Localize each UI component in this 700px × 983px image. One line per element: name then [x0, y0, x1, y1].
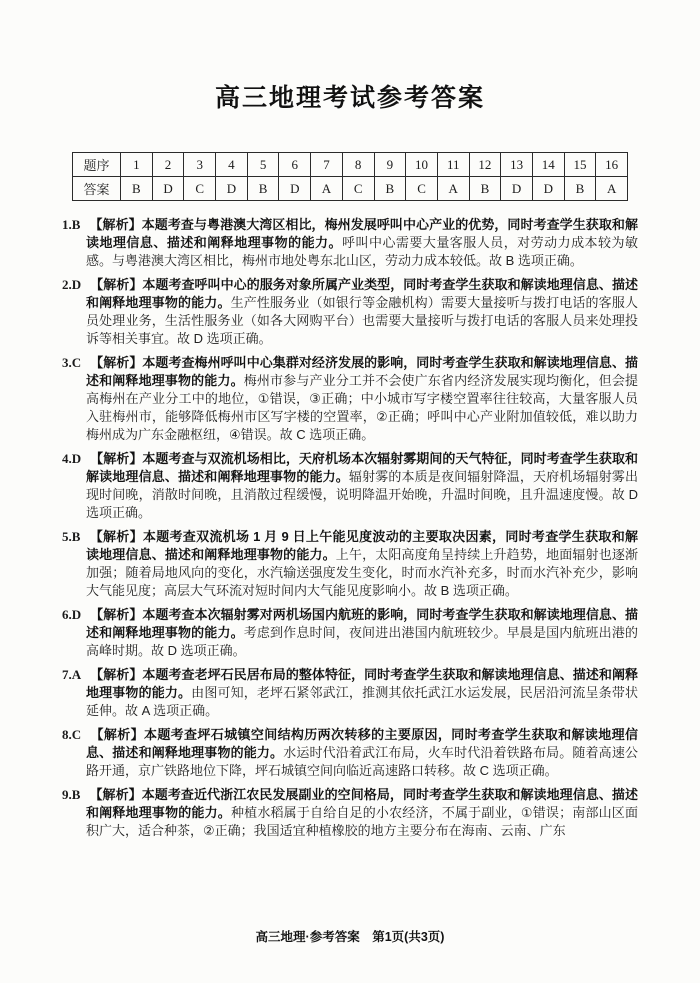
answer-letter-row [73, 177, 628, 201]
explanation-detail: 上午，太阳高度角呈持续上升趋势，地面辐射也逐渐加强；随着局地风向的变化，水汽输送强度发生变化，时而水汽补充多，时而水汽补充少，影响大气能见度；高层大气环流对短时间内大气能见度影响小。故 B 选项正确。 [86, 547, 638, 598]
question-number-cell: 3 [184, 153, 216, 177]
explanation-item [62, 606, 638, 660]
explanation-item [62, 216, 638, 270]
explanation-item [62, 450, 638, 522]
question-number-cell: 5 [247, 153, 279, 177]
explanation-number: 3.C [62, 355, 82, 370]
question-number-cell: 13 [501, 153, 533, 177]
explanation-list [62, 216, 638, 840]
explanation-item [62, 276, 638, 348]
answer-letter-cell: B [121, 177, 153, 201]
answer-letter-cell: D [501, 177, 533, 201]
question-number-cell: 6 [279, 153, 311, 177]
question-number-cell: 7 [311, 153, 343, 177]
explanation-number: 1.B [62, 217, 81, 232]
explanation-item [62, 528, 638, 600]
explanation-detail: 由图可知，老坪石紧邻武江，推测其依托武江水运发展，民居沿河流呈条带状延伸。故 A 选项正确。 [86, 685, 638, 718]
explanation-topic: 【解析】本题考查近代浙江农民发展副业的空间格局，同时考查学生获取和解读地理信息、描述和阐释地理事物的能力。 [86, 787, 638, 820]
answer-letter-cell: A [437, 177, 469, 201]
question-number-label: 题序 [73, 153, 121, 177]
answer-letter-cell: B [564, 177, 596, 201]
question-number-cell: 12 [469, 153, 501, 177]
answer-letter-cell: C [342, 177, 374, 201]
question-number-cell: 4 [216, 153, 248, 177]
answer-letter-cell: C [406, 177, 438, 201]
explanation-item [62, 666, 638, 720]
answer-letter-cell: D [532, 177, 564, 201]
answer-letter-cell: D [216, 177, 248, 201]
question-number-cell: 16 [596, 153, 628, 177]
page-title: 高三地理考试参考答案 [214, 84, 485, 112]
question-number-cell: 1 [121, 153, 153, 177]
explanation-topic: 【解析】本题考查双流机场 1 月 9 日上午能见度波动的主要取决因素，同时考查学生获取和解读地理信息、描述和阐释地理事物的能力。 [86, 529, 638, 562]
explanation-topic: 【解析】本题考查坪石城镇空间结构历两次转移的主要原因，同时考查学生获取和解读地理信息、描述和阐释地理事物的能力。 [86, 727, 638, 760]
question-number-cell: 15 [564, 153, 596, 177]
answer-table [72, 152, 628, 201]
explanation-number: 6.D [62, 607, 82, 622]
explanation-detail: 考虑到作息时间，夜间进出港国内航班较少。早晨是国内航班出港的高峰时期。故 D 选项正确。 [86, 625, 638, 658]
explanation-topic: 【解析】本题考查本次辐射雾对两机场国内航班的影响，同时考查学生获取和解读地理信息、描述和阐释地理事物的能力。 [86, 607, 638, 640]
question-number-row [73, 153, 628, 177]
explanation-number: 7.A [62, 667, 82, 682]
answer-letter-cell: B [374, 177, 406, 201]
explanation-number: 9.B [62, 787, 81, 802]
footer-text: 高三地理·参考答案 第1页(共3页) [255, 930, 445, 944]
explanation-number: 8.C [62, 727, 82, 742]
explanation-topic: 【解析】本题考查梅州呼叫中心集群对经济发展的影响，同时考查学生获取和解读地理信息、描述和阐释地理事物的能力。 [86, 355, 638, 388]
explanation-topic: 【解析】本题考查呼叫中心的服务对象所属产业类型，同时考查学生获取和解读地理信息、描述和阐释地理事物的能力。 [86, 277, 638, 310]
explanation-item [62, 354, 638, 444]
question-number-cell: 10 [406, 153, 438, 177]
answer-letter-cell: B [247, 177, 279, 201]
explanation-number: 5.B [62, 529, 81, 544]
answer-letter-cell: A [596, 177, 628, 201]
explanation-detail: 辐射雾的本质是夜间辐射降温，天府机场辐射雾出现时间晚，消散时间晚，且消散过程缓慢，说明降温开始晚，升温时间晚，且升温速度慢。故 D 选项正确。 [86, 469, 638, 520]
explanation-number: 2.D [62, 277, 82, 292]
explanation-detail: 种植水稻属于自给自足的小农经济，不属于副业，①错误；南部山区面积广大，适合种茶，②正确；我国适宜种植橡胶的地方主要分布在海南、云南、广东 [86, 805, 638, 838]
answer-letter-cell: D [279, 177, 311, 201]
explanation-detail: 生产性服务业（如银行等金融机构）需要大量接听与拨打电话的客服人员处理业务，生活性服务业（如各大网购平台）也需要大量接听与拨打电话的客服人员来处理投诉等相关事宜。故 D 选项正确。 [86, 295, 638, 346]
question-number-cell: 8 [342, 153, 374, 177]
answer-letter-cell: D [152, 177, 184, 201]
explanation-topic: 【解析】本题考查老坪石民居布局的整体特征，同时考查学生获取和解读地理信息、描述和阐释地理事物的能力。 [86, 667, 638, 700]
explanation-item [62, 726, 638, 780]
answer-letter-cell: B [469, 177, 501, 201]
explanation-topic: 【解析】本题考查与粤港澳大湾区相比，梅州发展呼叫中心产业的优势，同时考查学生获取和解读地理信息、描述和阐释地理事物的能力。 [86, 217, 638, 250]
explanation-item [62, 786, 638, 840]
explanation-detail: 呼叫中心需要大量客服人员，对劳动力成本较为敏感。与粤港澳大湾区相比，梅州市地处粤东北山区，劳动力成本较低。故 B 选项正确。 [86, 235, 638, 268]
question-number-cell: 9 [374, 153, 406, 177]
question-number-cell: 14 [532, 153, 564, 177]
question-number-cell: 2 [152, 153, 184, 177]
answer-label: 答案 [73, 177, 121, 201]
question-number-cell: 11 [437, 153, 469, 177]
answer-letter-cell: A [311, 177, 343, 201]
answer-letter-cell: C [184, 177, 216, 201]
explanation-detail: 梅州市参与产业分工并不会使广东省内经济发展实现均衡化，但会提高梅州在产业分工中的地位，①错误，③正确；中小城市写字楼空置率往往较高，大量客服人员入驻梅州市，能够降低梅州市区写字楼的空置率，②正确；呼叫中心产业附加值较低，难以助力梅州成为广东金融枢纽，④错误。故 C 选项正确。 [86, 373, 638, 442]
explanation-topic: 【解析】本题考查与双流机场相比，天府机场本次辐射雾期间的天气特征，同时考查学生获取和解读地理信息、描述和阐释地理事物的能力。 [86, 451, 638, 484]
explanation-number: 4.D [62, 451, 82, 466]
page-footer [0, 927, 700, 945]
explanation-detail: 水运时代沿着武江布局，火车时代沿着铁路布局。随着高速公路开通，京广铁路地位下降，坪石城镇空间向临近高速路口转移。故 C 选项正确。 [86, 745, 638, 778]
